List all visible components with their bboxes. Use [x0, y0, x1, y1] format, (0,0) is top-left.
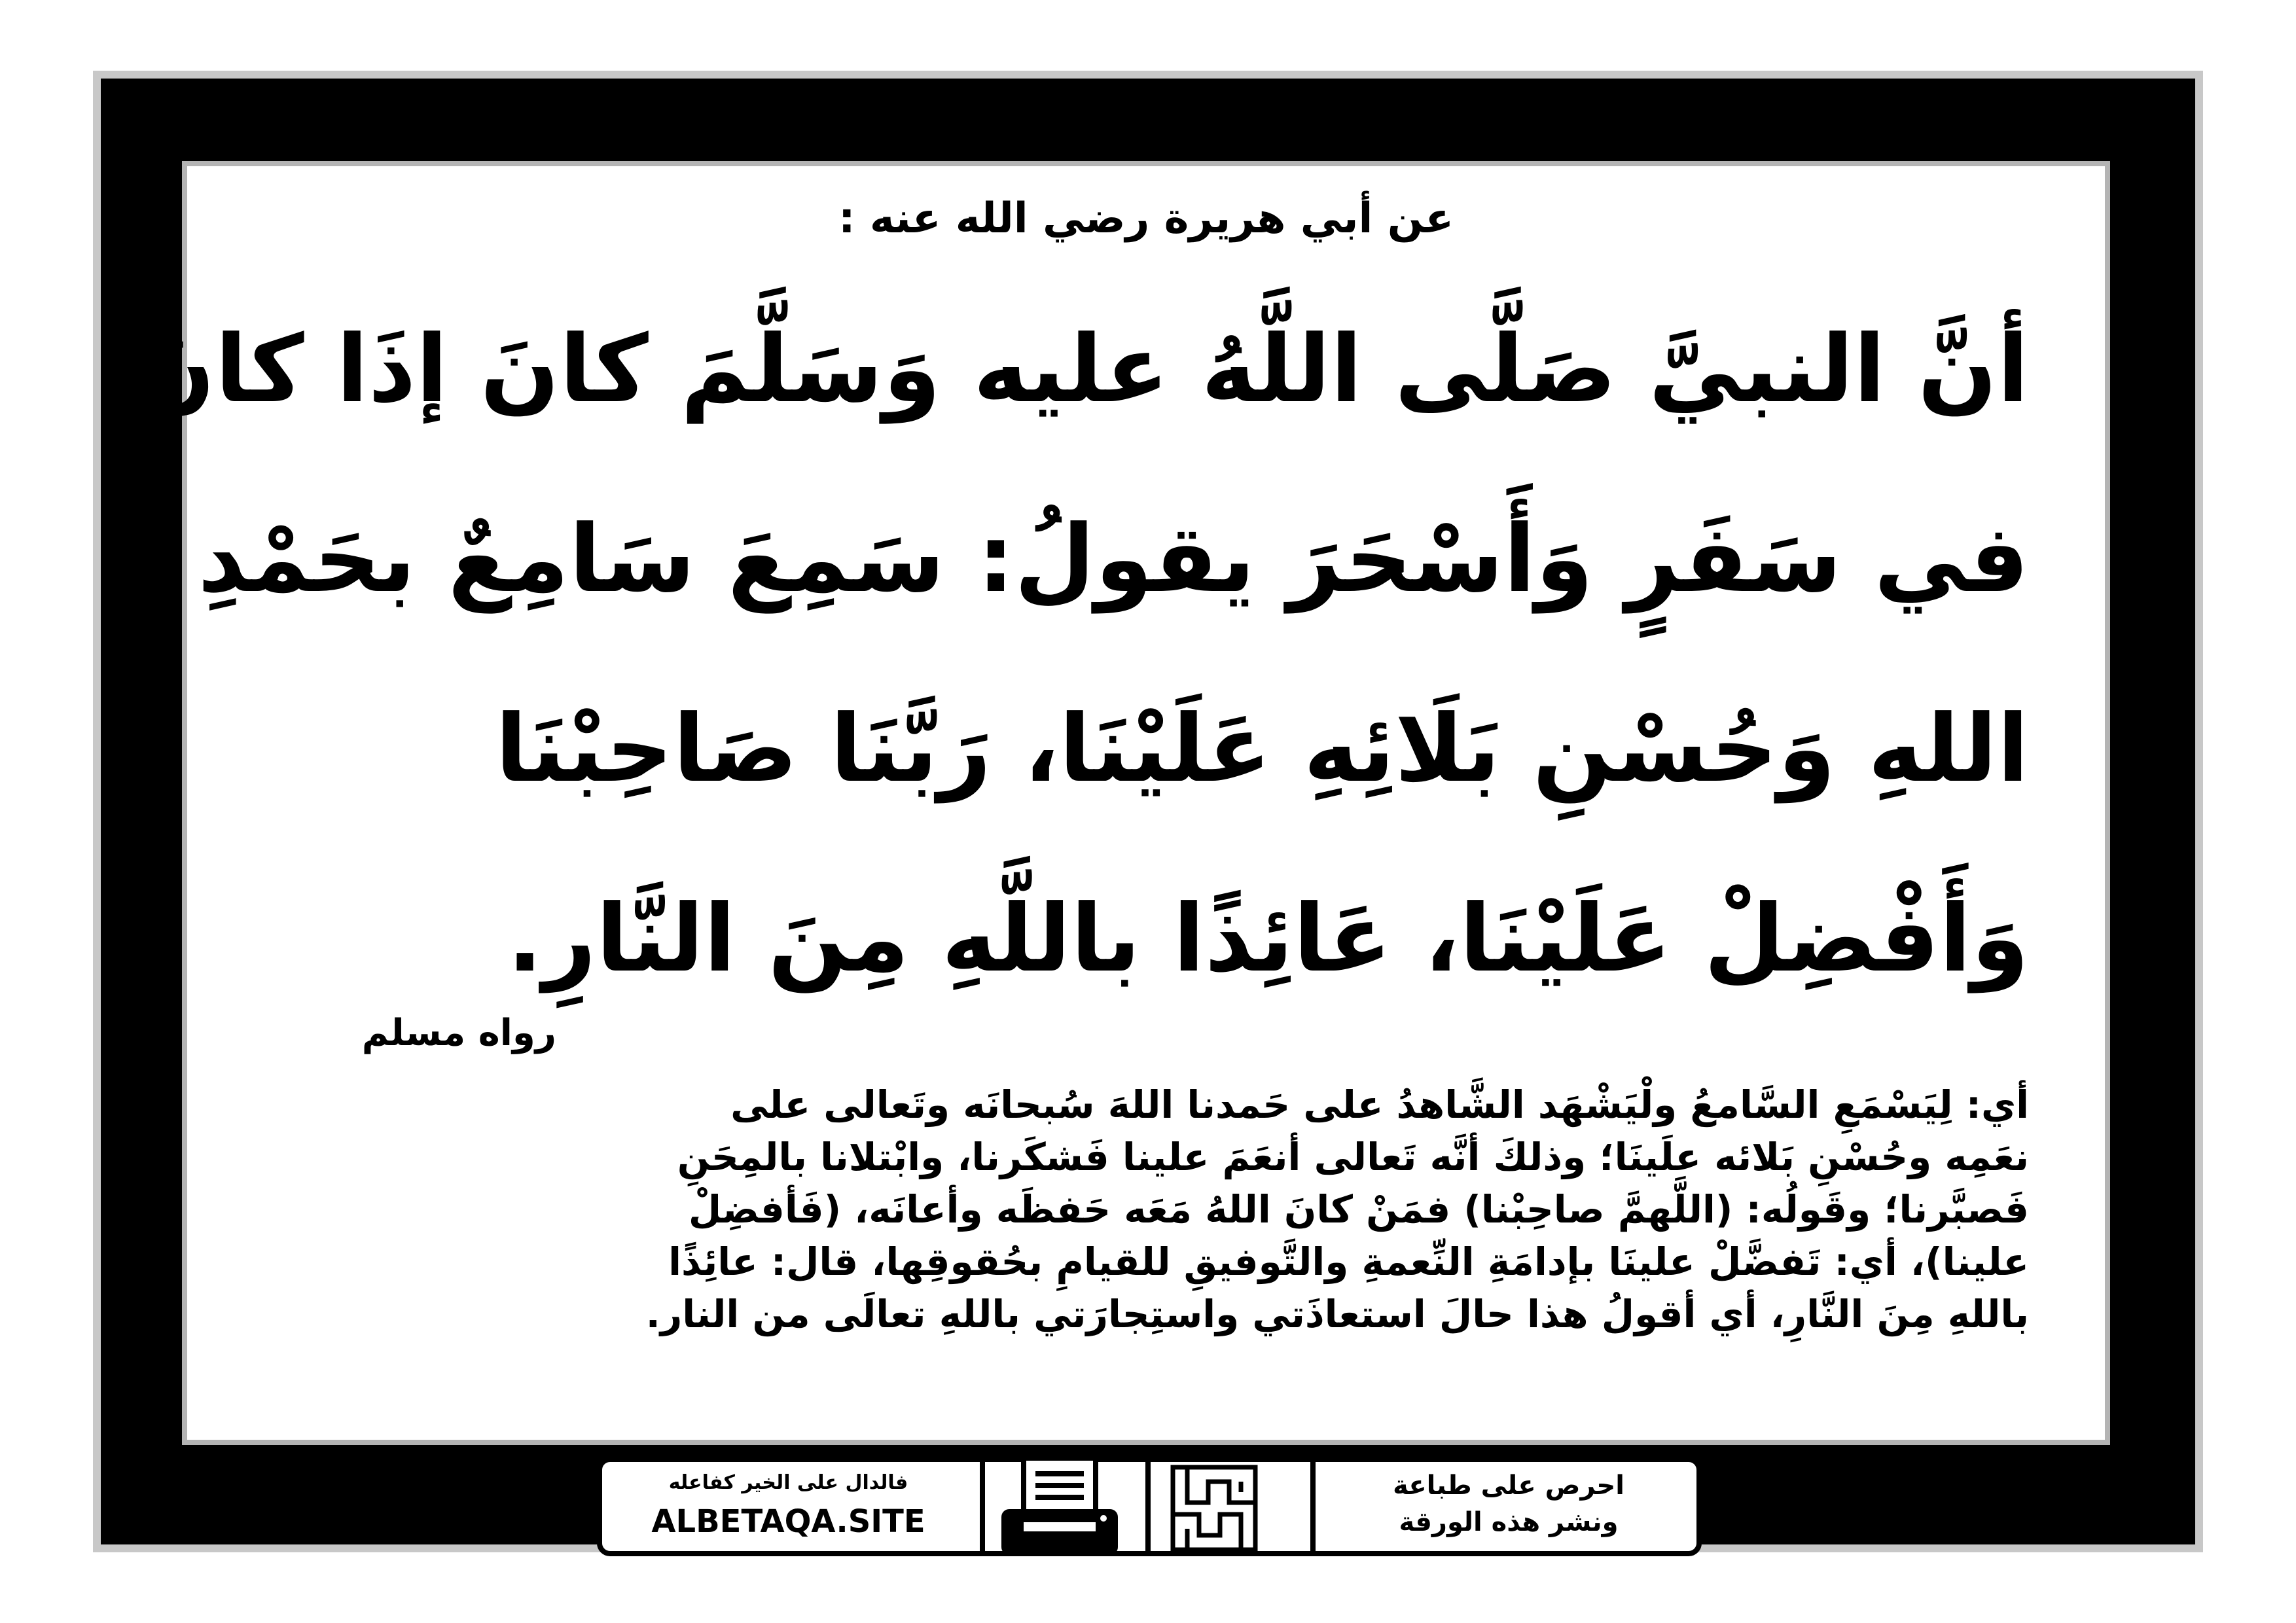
footer-divider	[1145, 1457, 1151, 1556]
explanation-text	[262, 1079, 2029, 1340]
explanation-line: باللهِ مِنَ النَّارِ، أي أقولُ هذا حالَ استعاذَتي واستِجارَتي باللهِ تعالَى من النار.	[645, 1292, 2029, 1336]
site-link[interactable]: ALBETAQA.SITE	[651, 1503, 925, 1540]
hadith-source: رواه مسلم	[361, 1012, 556, 1054]
explanation-line: أي: لِيَسْمَعِ السَّامعُ ولْيَشْهَد الشَّاهدُ على حَمدنا اللهَ سُبحانَه وتَعالى على	[730, 1082, 2029, 1127]
narrator-heading: عن أبي هريرة رضي الله عنه :	[838, 194, 1454, 243]
cta-line: ونشر هذه الورقة	[1399, 1507, 1619, 1537]
hadith-line: في سَفَرٍ وَأَسْحَرَ يقولُ: سَمِعَ سَامِعٌ بحَمْدِ	[198, 505, 2029, 613]
explanation-line: علينا)، أي: تَفضَّلْ علينَا بإدامَةِ النِّعمةِ والتَّوفيقِ للقيامِ بحُقوقِها، قال: عائِذًا	[668, 1240, 2029, 1284]
explanation-line: فَصبَّرنا؛ وقَولُه: (اللَّهمَّ صاحِبْنا) فمَنْ كانَ اللهُ مَعَه حَفظَه وأعانَه، (فَأفضِلْ	[688, 1187, 2029, 1232]
hadith-line: وَأَفْضِلْ عَلَيْنَا، عَائِذًا باللَّهِ مِنَ النَّارِ.	[507, 885, 2029, 993]
footer-slogan: فالدال على الخير كفاعله	[668, 1471, 908, 1494]
explanation-line: نعَمِه وحُسْنِ بَلائه علَينَا؛ وذلكَ أنَّه تَعالى أنعَمَ علينا فَشكَرنا، وابْتلانا بالمِحَنِ	[677, 1135, 2029, 1179]
dawah-logo-icon	[1169, 1463, 1259, 1554]
footer-divider	[980, 1457, 985, 1556]
cta-line: احرص على طباعة	[1393, 1471, 1624, 1501]
printer-icon	[997, 1454, 1122, 1559]
footer-site-block	[597, 1457, 980, 1556]
hadith-text	[135, 275, 2029, 1034]
footer-divider	[1310, 1457, 1316, 1556]
footer-cta	[1316, 1457, 1702, 1556]
hadith-line: أنَّ النبيَّ صَلَّى اللَّهُ عليه وَسَلَّمَ كانَ إذَا كانَ	[135, 315, 2029, 423]
hadith-line: اللهِ وَحُسْنِ بَلَائِهِ عَلَيْنَا، رَبَّنَا صَاحِبْنَا	[495, 695, 2029, 803]
